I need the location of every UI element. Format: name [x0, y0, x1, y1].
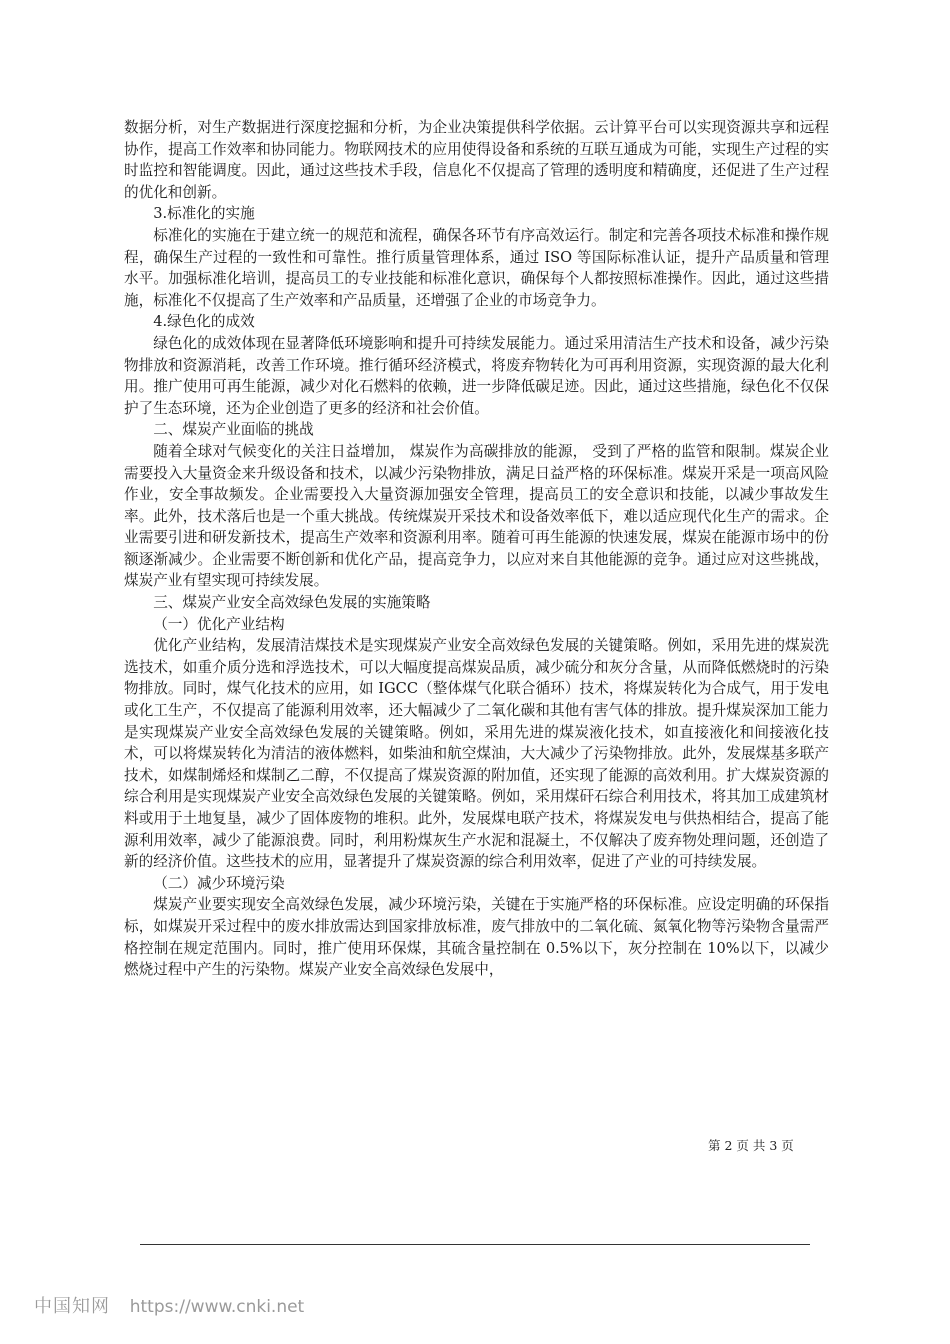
cnki-watermark — [34, 1292, 304, 1318]
page-number: 第 2 页 共 3 页 — [708, 1138, 794, 1153]
watermark-brand: 中国知网 — [34, 1296, 110, 1317]
section-heading: 3.标准化的实施 — [153, 205, 255, 223]
paragraph: 煤炭产业要实现安全高效绿色发展，减少环境污染，关键在于实施严格的环保标准。应设定明确的环保指标，如煤炭开采过程中的废水排放需达到国家排放标准，废气排放中的二氧化硫、氮氧化物等污染物含量需严格控制在规定范围内。同时，推广使用环保煤，其硫含量控制在 0.5%以下，灰分控制在 10%以下，以减少燃烧过程中产生的污染物。煤炭产业安全高效绿色发展中， — [124, 896, 829, 979]
section-heading: 4.绿色化的成效 — [153, 313, 255, 331]
paragraph: 标准化的实施在于建立统一的规范和流程，确保各环节有序高效运行。制定和完善各项技术标准和操作规程，确保生产过程的一致性和可靠性。推行质量管理体系，通过 ISO 等国际标准认证，提升产品质量和管理水平。加强标准化培训，提高员工的专业技能和标准化意识，确保每个人都按照标准操作。因此，通过这些措施，标准化不仅提高了生产效率和产品质量，还增强了企业的市场竞争力。 — [124, 226, 829, 309]
footer-divider — [140, 1244, 810, 1245]
subsection-heading: （二）减少环境污染 — [153, 874, 285, 892]
paragraph: 随着全球对气候变化的关注日益增加， 煤炭作为高碳排放的能源， 受到了严格的监管和限制。煤炭企业需要投入大量资金来升级设备和技术，以减少污染物排放，满足日益严格的环保标准。煤炭开采是一项高风险作业，安全事故频发。企业需要投入大量资源加强安全管理，提高员工的安全意识和技能，以减少事故发生率。此外，技术落后也是一个重大挑战。传统煤炭开采技术和设备效率低下，难以适应现代化生产的需求。企业需要引进和研发新技术，提高生产效率和资源利用率。随着可再生能源的快速发展，煤炭在能源市场中的份额逐渐减少。企业需要不断创新和优化产品，提高竞争力，以应对来自其他能源的竞争。通过应对这些挑战，煤炭产业有望实现可持续发展。 — [124, 442, 829, 590]
subsection-heading: （一）优化产业结构 — [153, 615, 285, 633]
paragraph: 优化产业结构，发展清洁煤技术是实现煤炭产业安全高效绿色发展的关键策略。例如，采用先进的煤炭洗选技术，如重介质分选和浮选技术，可以大幅度提高煤炭品质，减少硫分和灰分含量，从而降低燃烧时的污染物排放。同时，煤气化技术的应用，如 IGCC（整体煤气化联合循环）技术，将煤炭转化为合成气，用于发电或化工生产，不仅提高了能源利用效率，还大幅减少了二氧化碳和其他有害气体的排放。提升煤炭深加工能力是实现煤炭产业安全高效绿色发展的关键策略。例如，采用先进的煤炭液化技术，如直接液化和间接液化技术，可以将煤炭转化为清洁的液体燃料，如柴油和航空煤油，大大减少了污染物排放。此外，发展煤基多联产技术，如煤制烯烃和煤制乙二醇，不仅提高了煤炭资源的附加值，还实现了能源的高效利用。扩大煤炭资源的综合利用是实现煤炭产业安全高效绿色发展的关键策略。例如，采用煤矸石综合利用技术，将其加工成建筑材料或用于土地复垦，减少了固体废物的堆积。此外，发展煤电联产技术，将煤炭发电与供热相结合，提高了能源利用效率，减少了能源浪费。同时，利用粉煤灰生产水泥和混凝土，不仅解决了废弃物处理问题，还创造了新的经济价值。这些技术的应用，显著提升了煤炭资源的综合利用效率，促进了产业的可持续发展。 — [124, 637, 829, 871]
section-heading: 三、煤炭产业安全高效绿色发展的实施策略 — [153, 594, 431, 612]
watermark-url: https://www.cnki.net — [129, 1297, 305, 1317]
section-heading: 二、煤炭产业面临的挑战 — [153, 421, 314, 439]
paragraph: 绿色化的成效体现在显著降低环境影响和提升可持续发展能力。通过采用清洁生产技术和设备，减少污染物排放和资源消耗，改善工作环境。推行循环经济模式，将废弃物转化为可再利用资源，实现资源的最大化利用。推广使用可再生能源，减少对化石燃料的依赖，进一步降低碳足迹。因此，通过这些措施，绿色化不仅保护了生态环境，还为企业创造了更多的经济和社会价值。 — [124, 334, 829, 417]
paragraph: 数据分析，对生产数据进行深度挖掘和分析，为企业决策提供科学依据。云计算平台可以实现资源共享和远程协作，提高工作效率和协同能力。物联网技术的应用使得设备和系统的互联互通成为可能，实现生产过程的实时监控和智能调度。因此，通过这些技术手段，信息化不仅提高了管理的透明度和精确度，还促进了生产过程的优化和创新。 — [124, 119, 829, 201]
body-text — [124, 117, 829, 981]
